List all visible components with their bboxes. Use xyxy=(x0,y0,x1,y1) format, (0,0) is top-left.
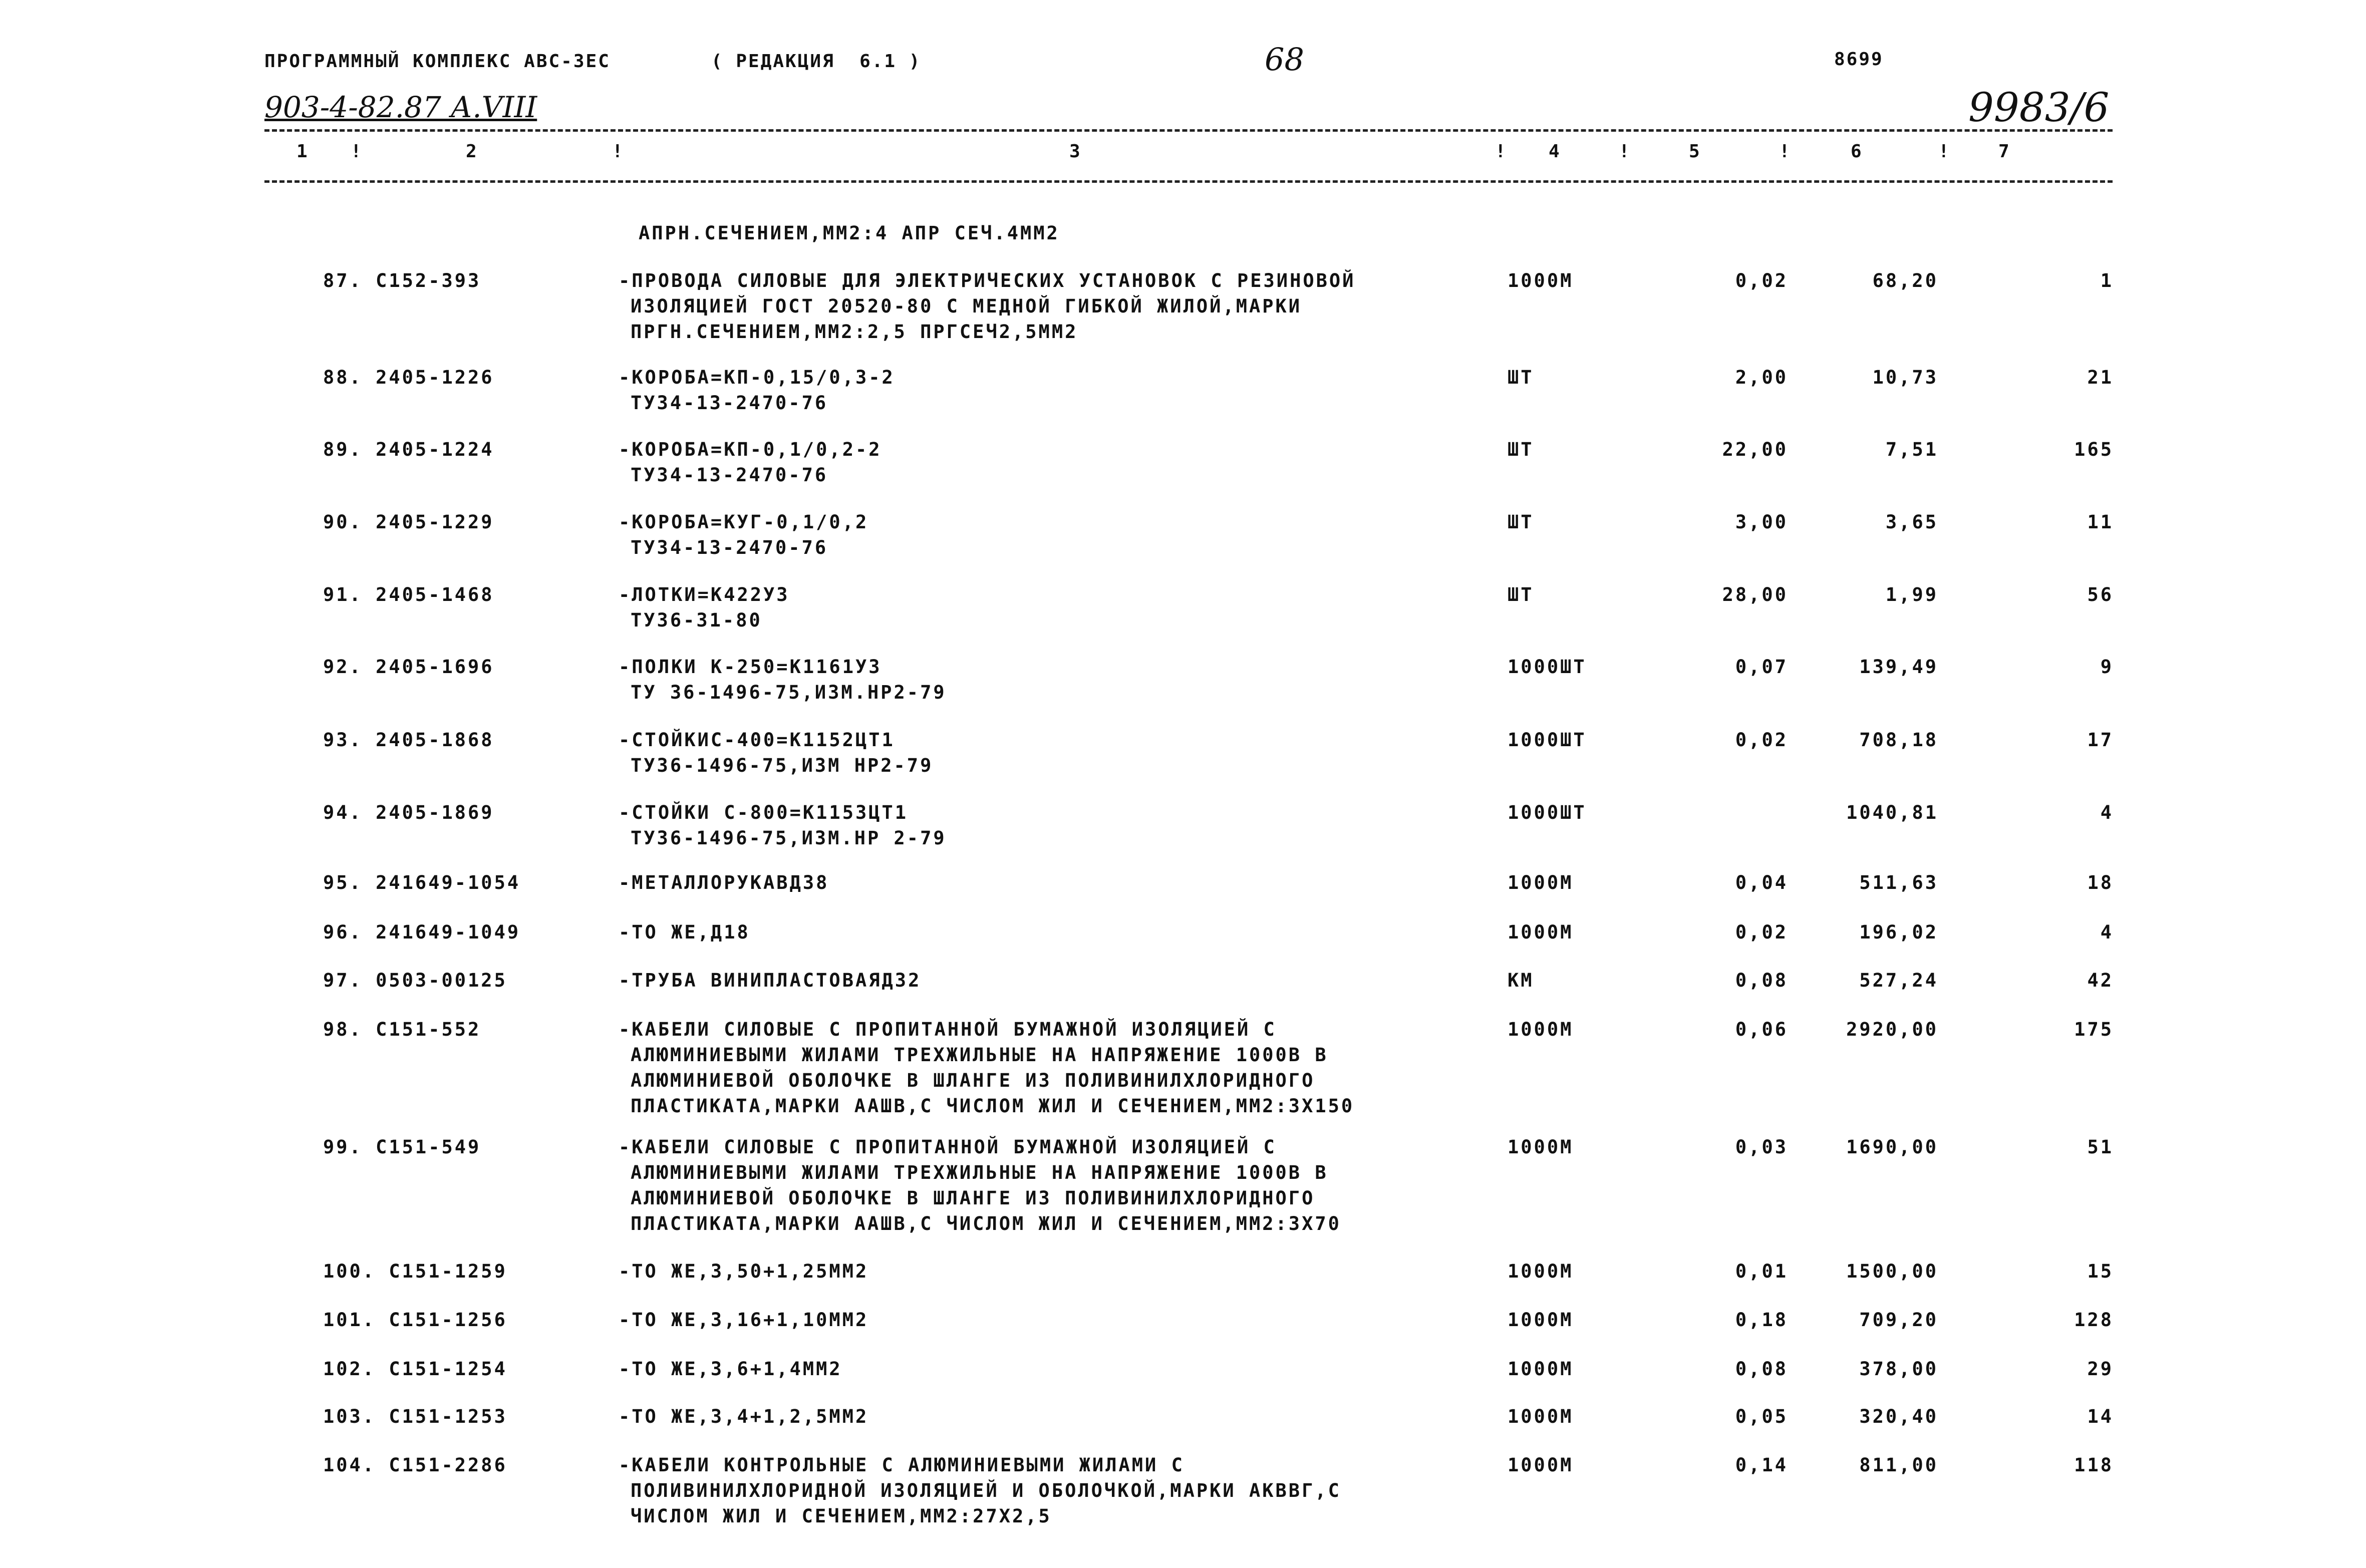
total-cost: 4 xyxy=(2100,802,2114,823)
description-line: ТУ36-1496-75,ИЗМ НР2-79 xyxy=(631,755,934,776)
item-code: 98. С151-552 xyxy=(323,1019,481,1040)
item-description xyxy=(619,1259,868,1284)
continuation-text: АПРН.СЕЧЕНИЕМ,ММ2:4 АПР СЕЧ.4ММ2 xyxy=(639,222,1060,244)
column-separator: ! xyxy=(612,141,625,162)
description-line: -КАБЕЛИ СИЛОВЫЕ С ПРОПИТАННОЙ БУМАЖНОЙ ИЗОЛЯЦИЕЙ С xyxy=(619,1019,1277,1040)
description-line: ТУ34-13-2470-76 xyxy=(631,537,828,558)
document-reference: 903-4-82.87 А.VIII xyxy=(264,90,537,124)
table-row xyxy=(0,654,2366,729)
total-cost: 9 xyxy=(2100,656,2114,678)
column-label: 4 xyxy=(1549,141,1561,162)
quantity: 0,14 xyxy=(1735,1454,1788,1476)
quantity: 0,02 xyxy=(1735,921,1788,943)
quantity: 0,06 xyxy=(1735,1019,1788,1040)
unit-price: 811,00 xyxy=(1859,1454,1938,1476)
description-line: ПЛАСТИКАТА,МАРКИ ААШВ,С ЧИСЛОМ ЖИЛ И СЕЧЕНИЕМ,ММ2:3Х150 xyxy=(631,1095,1355,1117)
description-line: -МЕТАЛЛОРУКАВД38 xyxy=(619,872,829,893)
column-separator: ! xyxy=(1619,141,1631,162)
unit-of-measure: ШТ xyxy=(1508,367,1534,388)
description-line: -КАБЕЛИ СИЛОВЫЕ С ПРОПИТАННОЙ БУМАЖНОЙ ИЗОЛЯЦИЕЙ С xyxy=(619,1136,1277,1158)
item-description xyxy=(619,1134,1341,1236)
unit-of-measure: 1000М xyxy=(1508,1261,1574,1282)
item-code: 95. 241649-1054 xyxy=(323,872,521,893)
column-label: 5 xyxy=(1689,141,1701,162)
description-line: АЛЮМИНИЕВОЙ ОБОЛОЧКЕ В ШЛАНГЕ ИЗ ПОЛИВИНИЛХЛОРИДНОГО xyxy=(631,1070,1315,1091)
description-line: -ТО ЖЕ,Д18 xyxy=(619,921,750,943)
total-cost: 51 xyxy=(2087,1136,2114,1158)
unit-of-measure: ШТ xyxy=(1508,511,1534,533)
sheet-reference: 9983/6 xyxy=(1968,84,2110,131)
item-description xyxy=(619,437,882,488)
total-cost: 21 xyxy=(2087,367,2114,388)
total-cost: 18 xyxy=(2087,872,2114,893)
item-description xyxy=(619,268,1355,345)
quantity: 0,08 xyxy=(1735,970,1788,991)
table-row xyxy=(0,1452,2366,1527)
description-line: -ТРУБА ВИНИПЛАСТОВАЯД32 xyxy=(619,970,922,991)
column-separator: ! xyxy=(1779,141,1792,162)
unit-of-measure: 1000М xyxy=(1508,1309,1574,1331)
description-line: ТУ34-13-2470-76 xyxy=(631,464,828,486)
unit-price: 527,24 xyxy=(1859,970,1938,991)
document-code: 8699 xyxy=(1834,49,1884,70)
description-line: АЛЮМИНИЕВЫМИ ЖИЛАМИ ТРЕХЖИЛЬНЫЕ НА НАПРЯЖЕНИЕ 1000В В xyxy=(631,1044,1328,1066)
unit-price: 139,49 xyxy=(1859,656,1938,678)
column-label: 3 xyxy=(1069,141,1082,162)
item-description xyxy=(619,1404,868,1429)
header-top-rule xyxy=(264,129,2113,132)
description-line: ИЗОЛЯЦИЕЙ ГОСТ 20520-80 С МЕДНОЙ ГИБКОЙ ЖИЛОЙ,МАРКИ xyxy=(631,295,1302,317)
table-row xyxy=(0,268,2366,343)
total-cost: 15 xyxy=(2087,1261,2114,1282)
description-line: -СТОЙКИ С-800=К1153ЦТ1 xyxy=(619,802,909,823)
description-line: ТУ36-31-80 xyxy=(631,609,762,631)
total-cost: 128 xyxy=(2074,1309,2114,1331)
description-line: АЛЮМИНИЕВЫМИ ЖИЛАМИ ТРЕХЖИЛЬНЫЕ НА НАПРЯЖЕНИЕ 1000В В xyxy=(631,1162,1328,1183)
item-description xyxy=(619,1452,1341,1529)
description-line: ПРГН.СЕЧЕНИЕМ,ММ2:2,5 ПРГСЕЧ2,5ММ2 xyxy=(631,321,1078,343)
item-code: 100. С151-1259 xyxy=(323,1261,507,1282)
unit-of-measure: 1000М xyxy=(1508,1454,1574,1476)
description-line: -СТОЙКИС-400=К1152ЦТ1 xyxy=(619,729,895,751)
total-cost: 29 xyxy=(2087,1358,2114,1380)
unit-of-measure: 1000М xyxy=(1508,1358,1574,1380)
item-code: 97. 0503-00125 xyxy=(323,970,507,991)
edition-label: ( РЕДАКЦИЯ 6.1 ) xyxy=(711,51,922,72)
description-line: -КОРОБА=КП-0,1/0,2-2 xyxy=(619,439,882,460)
unit-price: 7,51 xyxy=(1885,439,1938,460)
quantity: 0,03 xyxy=(1735,1136,1788,1158)
item-code: 99. С151-549 xyxy=(323,1136,481,1158)
quantity: 28,00 xyxy=(1722,584,1788,605)
description-line: -ТО ЖЕ,3,16+1,10ММ2 xyxy=(619,1309,869,1331)
unit-of-measure: 1000М xyxy=(1508,872,1574,893)
table-row xyxy=(0,582,2366,657)
quantity: 22,00 xyxy=(1722,439,1788,460)
unit-of-measure: 1000М xyxy=(1508,1136,1574,1158)
total-cost: 4 xyxy=(2100,921,2114,943)
unit-of-measure: КМ xyxy=(1508,970,1534,991)
unit-price: 1040,81 xyxy=(1846,802,1938,823)
description-line: ТУ34-13-2470-76 xyxy=(631,392,828,414)
description-line: ТУ 36-1496-75,ИЗМ.НР2-79 xyxy=(631,682,947,703)
table-row xyxy=(0,365,2366,440)
description-line: ТУ36-1496-75,ИЗМ.НР 2-79 xyxy=(631,827,947,849)
description-line: -ПРОВОДА СИЛОВЫЕ ДЛЯ ЭЛЕКТРИЧЕСКИХ УСТАНОВОК С РЕЗИНОВОЙ xyxy=(619,270,1356,291)
unit-price: 709,20 xyxy=(1859,1309,1938,1331)
unit-price: 68,20 xyxy=(1872,270,1938,291)
total-cost: 1 xyxy=(2100,270,2114,291)
description-line: ПОЛИВИНИЛХЛОРИДНОЙ ИЗОЛЯЦИЕЙ И ОБОЛОЧКОЙ,МАРКИ АКВВГ,С xyxy=(631,1480,1341,1501)
unit-price: 2920,00 xyxy=(1846,1019,1938,1040)
item-description xyxy=(619,919,750,945)
item-description xyxy=(619,800,947,851)
quantity: 0,01 xyxy=(1735,1261,1788,1282)
table-row xyxy=(0,509,2366,584)
description-line: -КОРОБА=КП-0,15/0,3-2 xyxy=(619,367,895,388)
item-code: 91. 2405-1468 xyxy=(323,584,494,605)
page-number: 68 xyxy=(1265,41,1304,78)
quantity: 3,00 xyxy=(1735,511,1788,533)
total-cost: 165 xyxy=(2074,439,2114,460)
table-row xyxy=(0,800,2366,875)
unit-price: 3,65 xyxy=(1885,511,1938,533)
unit-of-measure: ШТ xyxy=(1508,439,1534,460)
unit-of-measure: 1000ШТ xyxy=(1508,656,1587,678)
description-line: -ТО ЖЕ,3,4+1,2,5ММ2 xyxy=(619,1406,869,1427)
total-cost: 175 xyxy=(2074,1019,2114,1040)
table-row xyxy=(0,437,2366,512)
unit-of-measure: 1000ШТ xyxy=(1508,729,1587,751)
total-cost: 56 xyxy=(2087,584,2114,605)
unit-price: 10,73 xyxy=(1872,367,1938,388)
item-code: 104. С151-2286 xyxy=(323,1454,507,1476)
item-description xyxy=(619,654,947,705)
quantity: 0,08 xyxy=(1735,1358,1788,1380)
description-line: ЧИСЛОМ ЖИЛ И СЕЧЕНИЕМ,ММ2:27Х2,5 xyxy=(631,1505,1052,1527)
description-line: -ПОЛКИ К-250=К1161У3 xyxy=(619,656,882,678)
unit-price: 320,40 xyxy=(1859,1406,1938,1427)
quantity: 0,05 xyxy=(1735,1406,1788,1427)
description-line: -ЛОТКИ=К422У3 xyxy=(619,584,790,605)
item-code: 90. 2405-1229 xyxy=(323,511,494,533)
column-label: 6 xyxy=(1851,141,1863,162)
unit-of-measure: 1000М xyxy=(1508,270,1574,291)
item-code: 93. 2405-1868 xyxy=(323,729,494,751)
item-code: 94. 2405-1869 xyxy=(323,802,494,823)
quantity: 0,18 xyxy=(1735,1309,1788,1331)
table-row xyxy=(0,1017,2366,1117)
description-line: -ТО ЖЕ,3,50+1,25ММ2 xyxy=(619,1261,869,1282)
total-cost: 11 xyxy=(2087,511,2114,533)
unit-price: 511,63 xyxy=(1859,872,1938,893)
total-cost: 42 xyxy=(2087,970,2114,991)
unit-price: 1690,00 xyxy=(1846,1136,1938,1158)
column-label: 7 xyxy=(1998,141,2011,162)
unit-of-measure: 1000М xyxy=(1508,1406,1574,1427)
table-row xyxy=(0,1134,2366,1234)
item-description xyxy=(619,968,921,993)
unit-of-measure: 1000М xyxy=(1508,921,1574,943)
description-line: -КОРОБА=КУГ-0,1/0,2 xyxy=(619,511,869,533)
item-description xyxy=(619,509,868,560)
item-code: 88. 2405-1226 xyxy=(323,367,494,388)
unit-price: 196,02 xyxy=(1859,921,1938,943)
item-code: 96. 241649-1049 xyxy=(323,921,521,943)
description-line: -ТО ЖЕ,3,6+1,4ММ2 xyxy=(619,1358,842,1380)
item-description xyxy=(619,727,933,778)
description-line: ПЛАСТИКАТА,МАРКИ ААШВ,С ЧИСЛОМ ЖИЛ И СЕЧЕНИЕМ,ММ2:3Х70 xyxy=(631,1213,1341,1234)
item-description xyxy=(619,582,790,633)
column-separator: ! xyxy=(1495,141,1508,162)
description-line: АЛЮМИНИЕВОЙ ОБОЛОЧКЕ В ШЛАНГЕ ИЗ ПОЛИВИНИЛХЛОРИДНОГО xyxy=(631,1187,1315,1209)
total-cost: 17 xyxy=(2087,729,2114,751)
unit-of-measure: 1000ШТ xyxy=(1508,802,1587,823)
item-code: 92. 2405-1696 xyxy=(323,656,494,678)
unit-of-measure: ШТ xyxy=(1508,584,1534,605)
unit-price: 1,99 xyxy=(1885,584,1938,605)
unit-of-measure: 1000М xyxy=(1508,1019,1574,1040)
header-bottom-rule xyxy=(264,180,2113,183)
table-row xyxy=(0,727,2366,802)
quantity: 0,07 xyxy=(1735,656,1788,678)
item-code: 102. С151-1254 xyxy=(323,1358,507,1380)
item-description xyxy=(619,870,829,895)
item-description xyxy=(619,1017,1354,1119)
program-title: ПРОГРАММНЫЙ КОМПЛЕКС АВС-3ЕС xyxy=(264,51,611,72)
unit-price: 1500,00 xyxy=(1846,1261,1938,1282)
item-code: 87. С152-393 xyxy=(323,270,481,291)
item-code: 101. С151-1256 xyxy=(323,1309,507,1331)
quantity: 0,04 xyxy=(1735,872,1788,893)
item-code: 89. 2405-1224 xyxy=(323,439,494,460)
unit-price: 708,18 xyxy=(1859,729,1938,751)
quantity: 0,02 xyxy=(1735,729,1788,751)
item-code: 103. С151-1253 xyxy=(323,1406,507,1427)
column-separator: ! xyxy=(1938,141,1951,162)
quantity: 0,02 xyxy=(1735,270,1788,291)
column-label: 1 xyxy=(297,141,309,162)
description-line: -КАБЕЛИ КОНТРОЛЬНЫЕ С АЛЮМИНИЕВЫМИ ЖИЛАМИ С xyxy=(619,1454,1185,1476)
column-label: 2 xyxy=(466,141,478,162)
unit-price: 378,00 xyxy=(1859,1358,1938,1380)
total-cost: 118 xyxy=(2074,1454,2114,1476)
item-description xyxy=(619,1307,868,1333)
item-description xyxy=(619,1356,842,1382)
item-description xyxy=(619,365,895,416)
total-cost: 14 xyxy=(2087,1406,2114,1427)
quantity: 2,00 xyxy=(1735,367,1788,388)
column-separator: ! xyxy=(351,141,363,162)
